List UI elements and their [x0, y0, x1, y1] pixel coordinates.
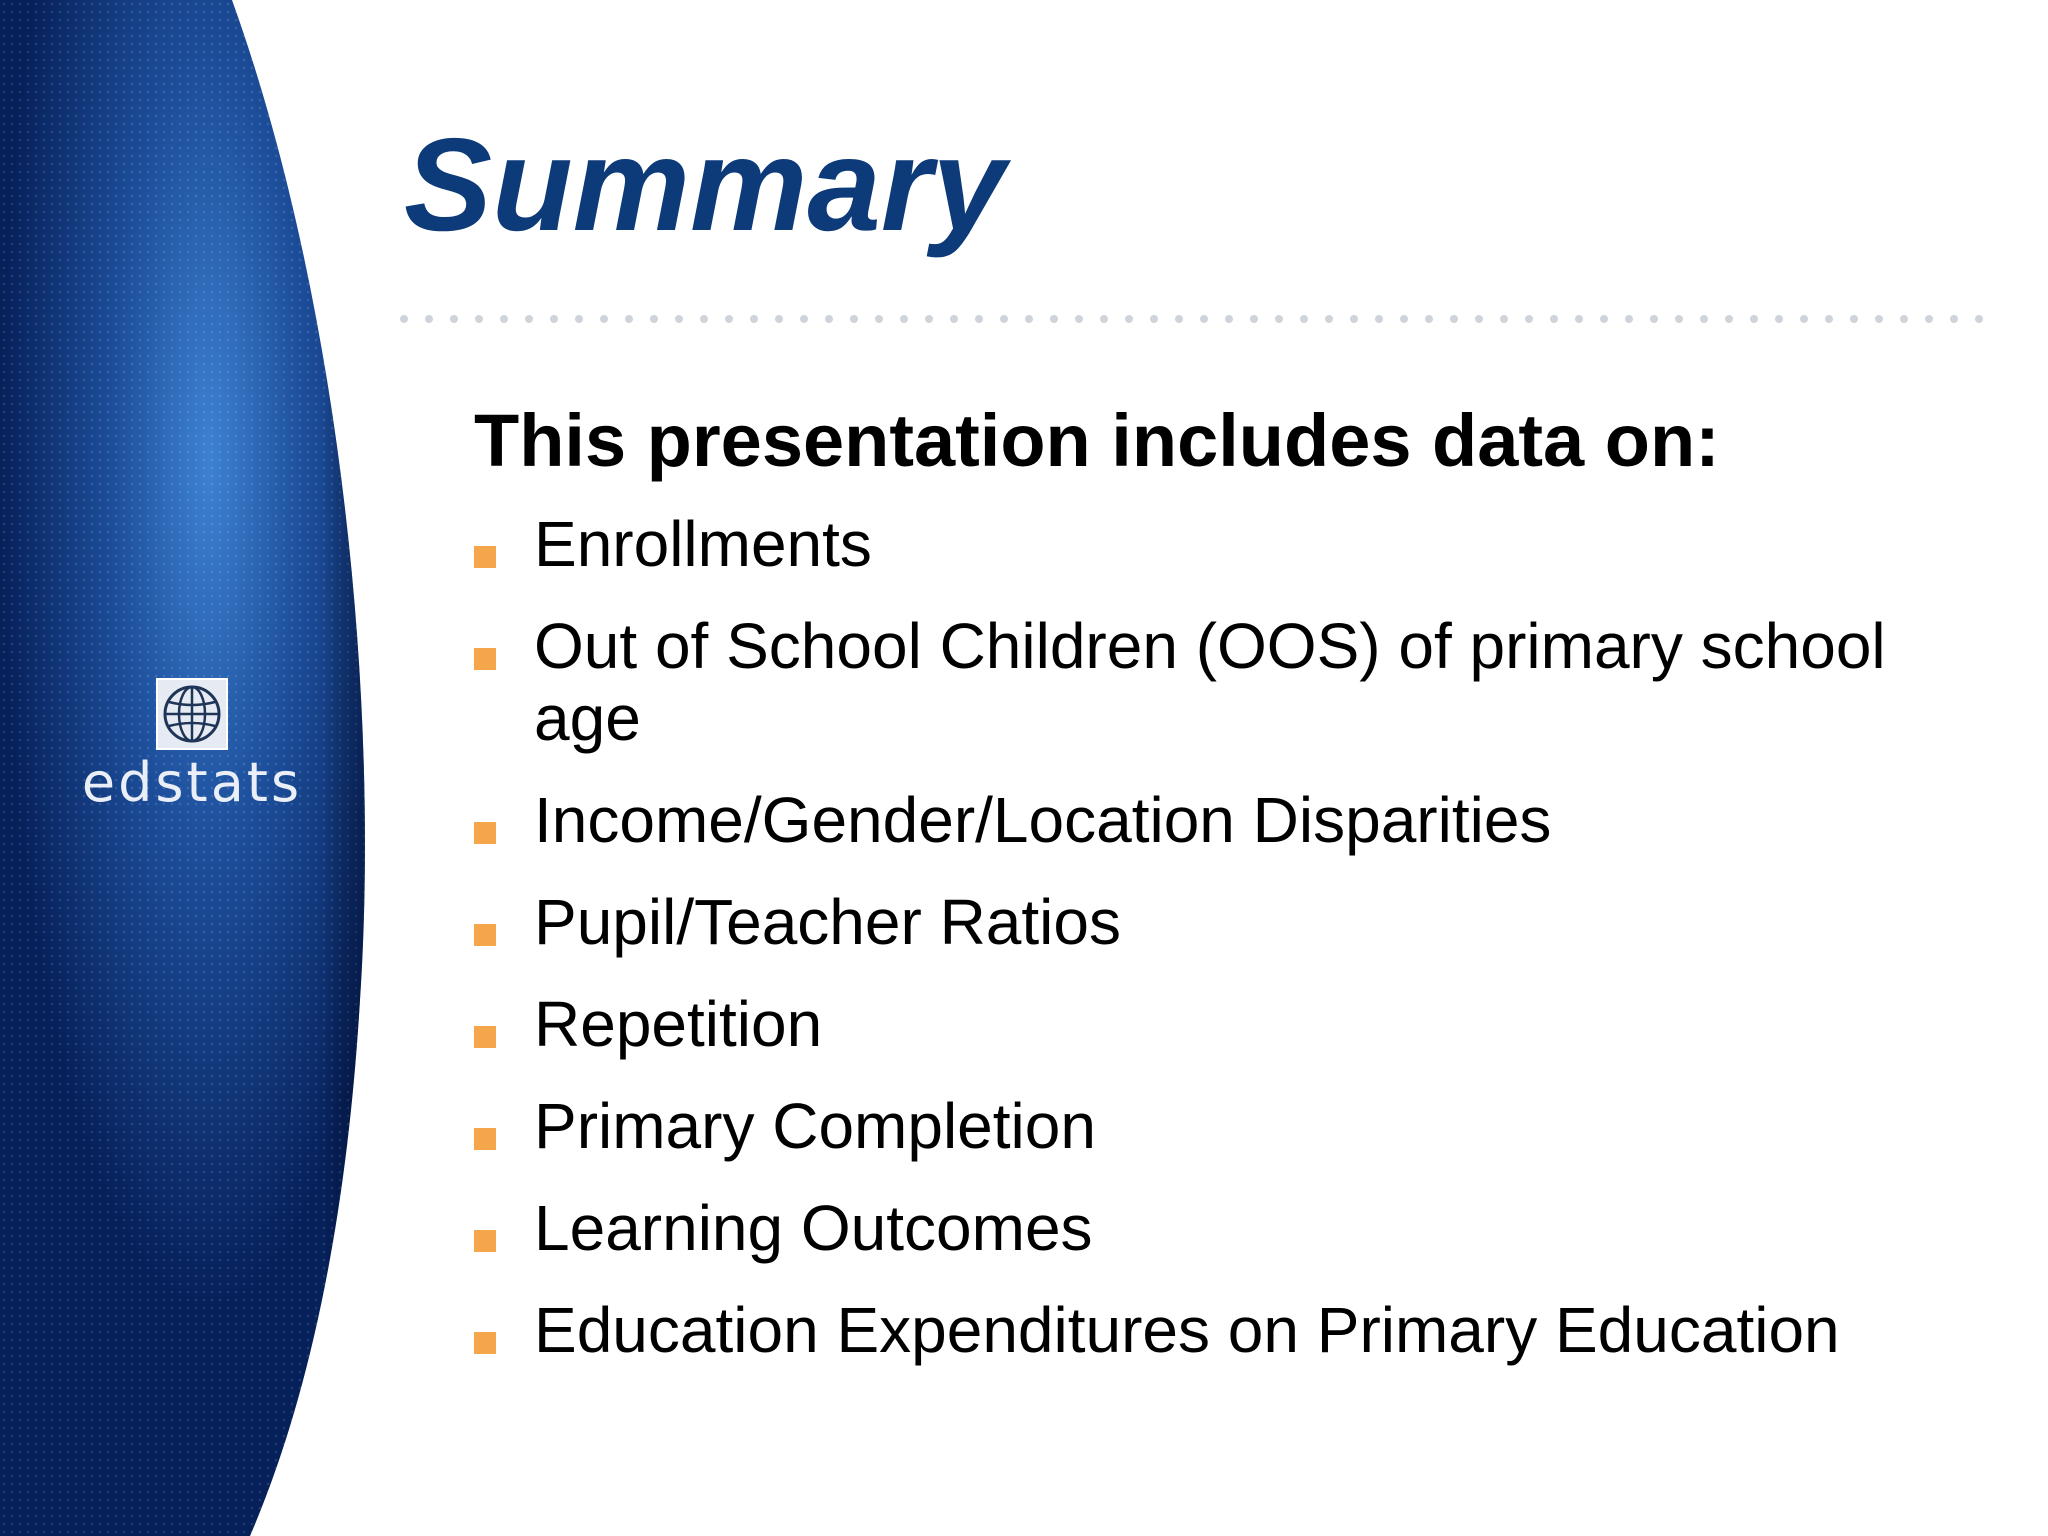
topic-label: Pupil/Teacher Ratios — [534, 886, 1121, 958]
topic-list — [474, 508, 1974, 1396]
square-bullet-icon — [474, 822, 496, 844]
topic-label: Repetition — [534, 988, 823, 1060]
topic-item — [474, 784, 1974, 856]
topic-item — [474, 1294, 1974, 1366]
topic-label: Enrollments — [534, 508, 872, 580]
square-bullet-icon — [474, 1128, 496, 1150]
square-bullet-icon — [474, 1230, 496, 1252]
topic-item — [474, 988, 1974, 1060]
intro-heading: This presentation includes data on: — [474, 399, 1720, 482]
logo-text: edstats — [81, 751, 303, 814]
topic-label: Primary Completion — [534, 1090, 1096, 1162]
topic-item — [474, 886, 1974, 958]
topic-label: Income/Gender/Location Disparities — [534, 784, 1552, 856]
topic-label: Education Expenditures on Primary Education — [534, 1294, 1840, 1366]
dotted-divider — [392, 310, 1992, 328]
slide-title: Summary — [404, 111, 1006, 258]
globe-icon — [156, 678, 228, 750]
topic-label: Out of School Children (OOS) of primary school age — [534, 610, 1886, 754]
square-bullet-icon — [474, 546, 496, 568]
square-bullet-icon — [474, 1026, 496, 1048]
topic-item — [474, 508, 1974, 580]
topic-label: Learning Outcomes — [534, 1192, 1093, 1264]
square-bullet-icon — [474, 648, 496, 670]
square-bullet-icon — [474, 1332, 496, 1354]
edstats-logo — [62, 678, 322, 814]
topic-item — [474, 1090, 1974, 1162]
topic-item — [474, 1192, 1974, 1264]
square-bullet-icon — [474, 924, 496, 946]
topic-item — [474, 610, 1974, 754]
